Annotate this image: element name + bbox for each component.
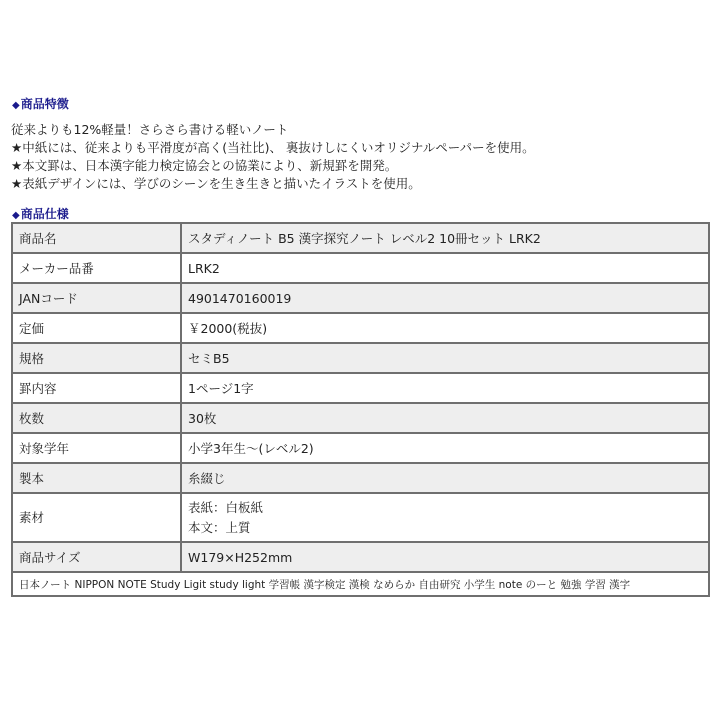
spec-value: 小学3年生～(レベル2) [181,433,709,463]
keywords-row [12,572,709,596]
feature-line: 従来よりも12%軽量！さらさら書ける軽いノート [11,122,289,137]
spec-label: 枚数 [12,403,181,433]
features-list [11,121,535,193]
spec-value: LRK2 [181,253,709,283]
table-row [12,253,709,283]
table-row [12,283,709,313]
table-row [12,542,709,572]
specs-heading [12,205,69,222]
table-row [12,463,709,493]
feature-line: ★表紙デザインには、学びのシーンを生き生きと描いたイラストを使用。 [11,176,421,191]
spec-label: 商品名 [12,223,181,253]
spec-value: スタディノート B5 漢字探究ノート レベル2 10冊セット LRK2 [181,223,709,253]
table-row [12,343,709,373]
spec-label: JANコード [12,283,181,313]
spec-label: 定価 [12,313,181,343]
spec-label: 商品サイズ [12,542,181,572]
spec-value-line: 本文：上質 [188,519,251,535]
table-row [12,313,709,343]
table-row [12,403,709,433]
features-heading-text: 商品特徴 [20,97,69,111]
spec-value [181,493,709,542]
table-row [12,373,709,403]
diamond-icon: ◆ [12,100,20,111]
specs-heading-text: 商品仕様 [20,207,69,221]
spec-label: 対象学年 [12,433,181,463]
spec-value: W179×H252mm [181,542,709,572]
spec-value: 30枚 [181,403,709,433]
spec-value: ￥2000(税抜) [181,313,709,343]
table-row [12,433,709,463]
spec-label: 素材 [12,493,181,542]
spec-label: 規格 [12,343,181,373]
spec-value: 糸綴じ [181,463,709,493]
spec-label: 罫内容 [12,373,181,403]
spec-value: セミB5 [181,343,709,373]
feature-line: ★中紙には、従来よりも平滑度が高く(当社比)、 裏抜けしにくいオリジナルペーパーを使用。 [11,140,535,155]
table-row [12,223,709,253]
spec-label: 製本 [12,463,181,493]
diamond-icon: ◆ [12,210,20,221]
spec-label: メーカー品番 [12,253,181,283]
features-heading [12,95,69,112]
table-row [12,493,709,542]
spec-value: 1ページ1字 [181,373,709,403]
feature-line: ★本文罫は、日本漢字能力検定協会との協業により、新規罫を開発。 [11,158,398,173]
spec-table [11,222,710,597]
spec-value-line: 表紙：白板紙 [188,499,264,515]
keywords-text: 日本ノート NIPPON NOTE Study Ligit study light 学習帳 漢字検定 漢検 なめらか 自由研究 小学生 note のーと 勉強 学習 漢字 [12,572,709,596]
spec-value: 4901470160019 [181,283,709,313]
